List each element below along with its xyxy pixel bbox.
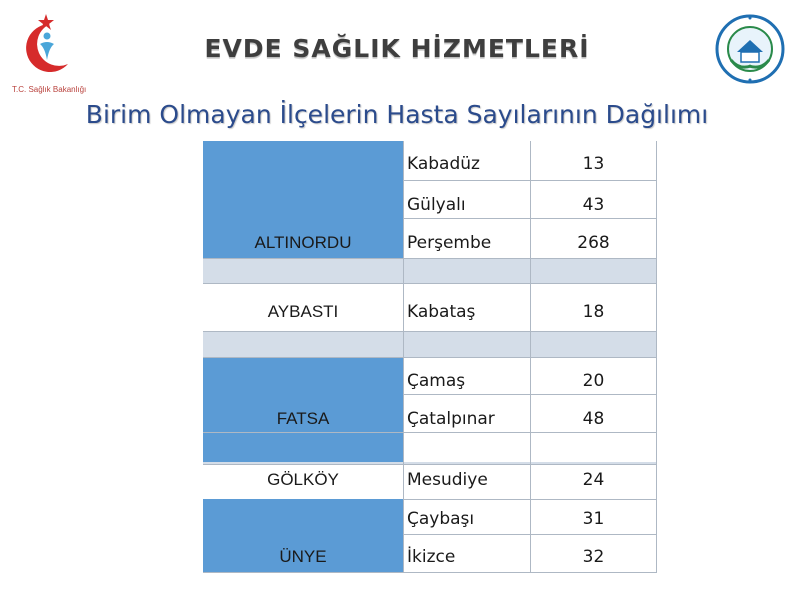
town-name: Çaybaşı: [407, 509, 475, 529]
town-name: Çamaş: [407, 371, 466, 391]
patient-count: 20: [582, 371, 605, 391]
patient-count: 18: [582, 302, 605, 322]
district-label: FATSA: [276, 409, 330, 428]
town-name: Kabadüz: [407, 154, 480, 174]
patient-count: 268: [577, 233, 610, 253]
town-name: İkizce: [407, 547, 456, 567]
page-title: EVDE SAĞLIK HİZMETLERİ: [204, 34, 590, 63]
town-name: Çatalpınar: [407, 409, 495, 429]
district-label: ÜNYE: [279, 547, 327, 566]
town-name: Mesudiye: [407, 470, 488, 490]
separator-row: [203, 331, 657, 357]
patient-count: 32: [582, 547, 605, 567]
patient-count: 13: [582, 154, 605, 174]
patient-count: 43: [582, 195, 605, 215]
patient-count: 31: [582, 509, 605, 529]
district-label: AYBASTI: [267, 302, 339, 321]
town-name: Perşembe: [407, 233, 492, 253]
patient-distribution-table: [203, 141, 657, 573]
town-name: Gülyalı: [407, 195, 466, 215]
ministry-label: T.C. Sağlık Bakanlığı: [12, 85, 87, 94]
town-name: Kabataş: [407, 302, 476, 322]
patient-count: 24: [582, 470, 605, 490]
district-label: ALTINORDU: [254, 233, 352, 252]
district-label: GÖLKÖY: [267, 470, 339, 489]
page-subtitle: Birim Olmayan İlçelerin Hasta Sayılarının Dağılımı: [85, 100, 709, 129]
patient-count: 48: [582, 409, 605, 429]
separator-row: [203, 258, 657, 283]
